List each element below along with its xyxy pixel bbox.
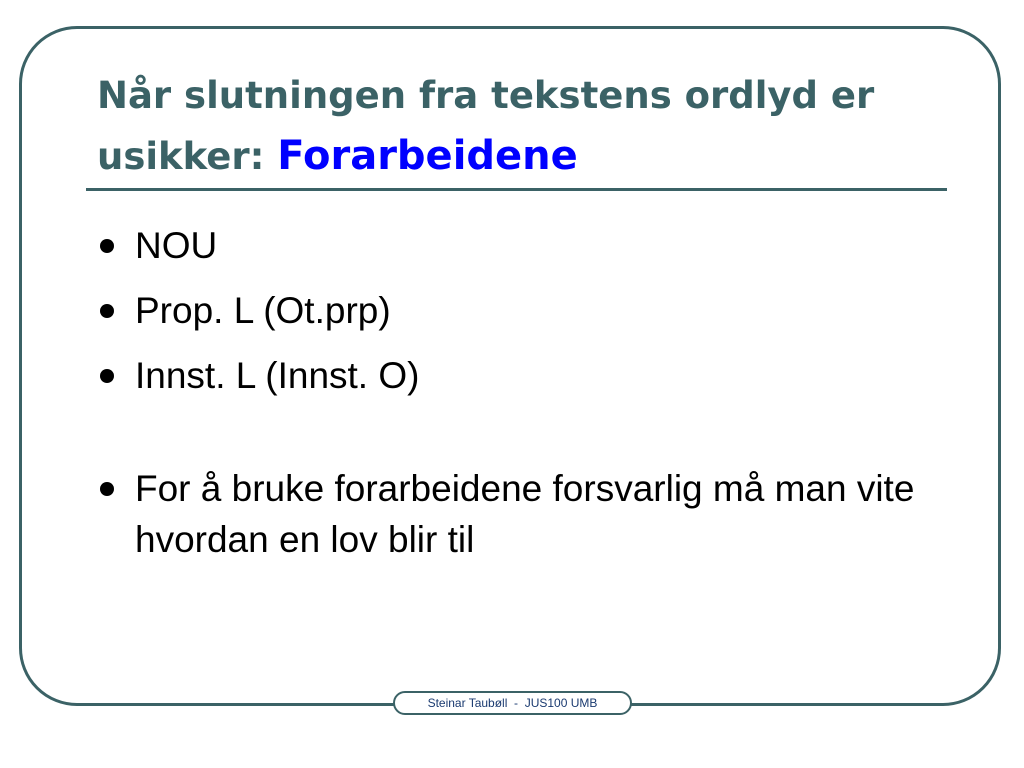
bullet-text: NOU xyxy=(135,225,218,266)
slide-title-main: Når slutningen fra tekstens ordlyd er usikker: xyxy=(97,74,875,178)
bullet-item xyxy=(97,285,927,336)
title-divider xyxy=(86,188,947,191)
bullet-item xyxy=(97,350,927,401)
bullet-text: For å bruke forarbeidene forsvarlig må man vite hvordan en lov blir til xyxy=(135,468,915,560)
bullet-dot-icon xyxy=(100,239,114,253)
bullet-item xyxy=(97,463,927,565)
bullet-dot-icon xyxy=(100,482,114,496)
bullet-item xyxy=(97,220,927,271)
bullet-dot-icon xyxy=(100,304,114,318)
slide-footer: Steinar Taubøll - JUS100 UMB xyxy=(393,691,632,715)
bullet-text: Prop. L (Ot.prp) xyxy=(135,290,391,331)
bullet-text: Innst. L (Innst. O) xyxy=(135,355,420,396)
bullet-list xyxy=(97,220,927,565)
bullet-dot-icon xyxy=(100,369,114,383)
slide-title-accent: Forarbeidene xyxy=(277,133,578,179)
slide-title xyxy=(97,66,957,187)
